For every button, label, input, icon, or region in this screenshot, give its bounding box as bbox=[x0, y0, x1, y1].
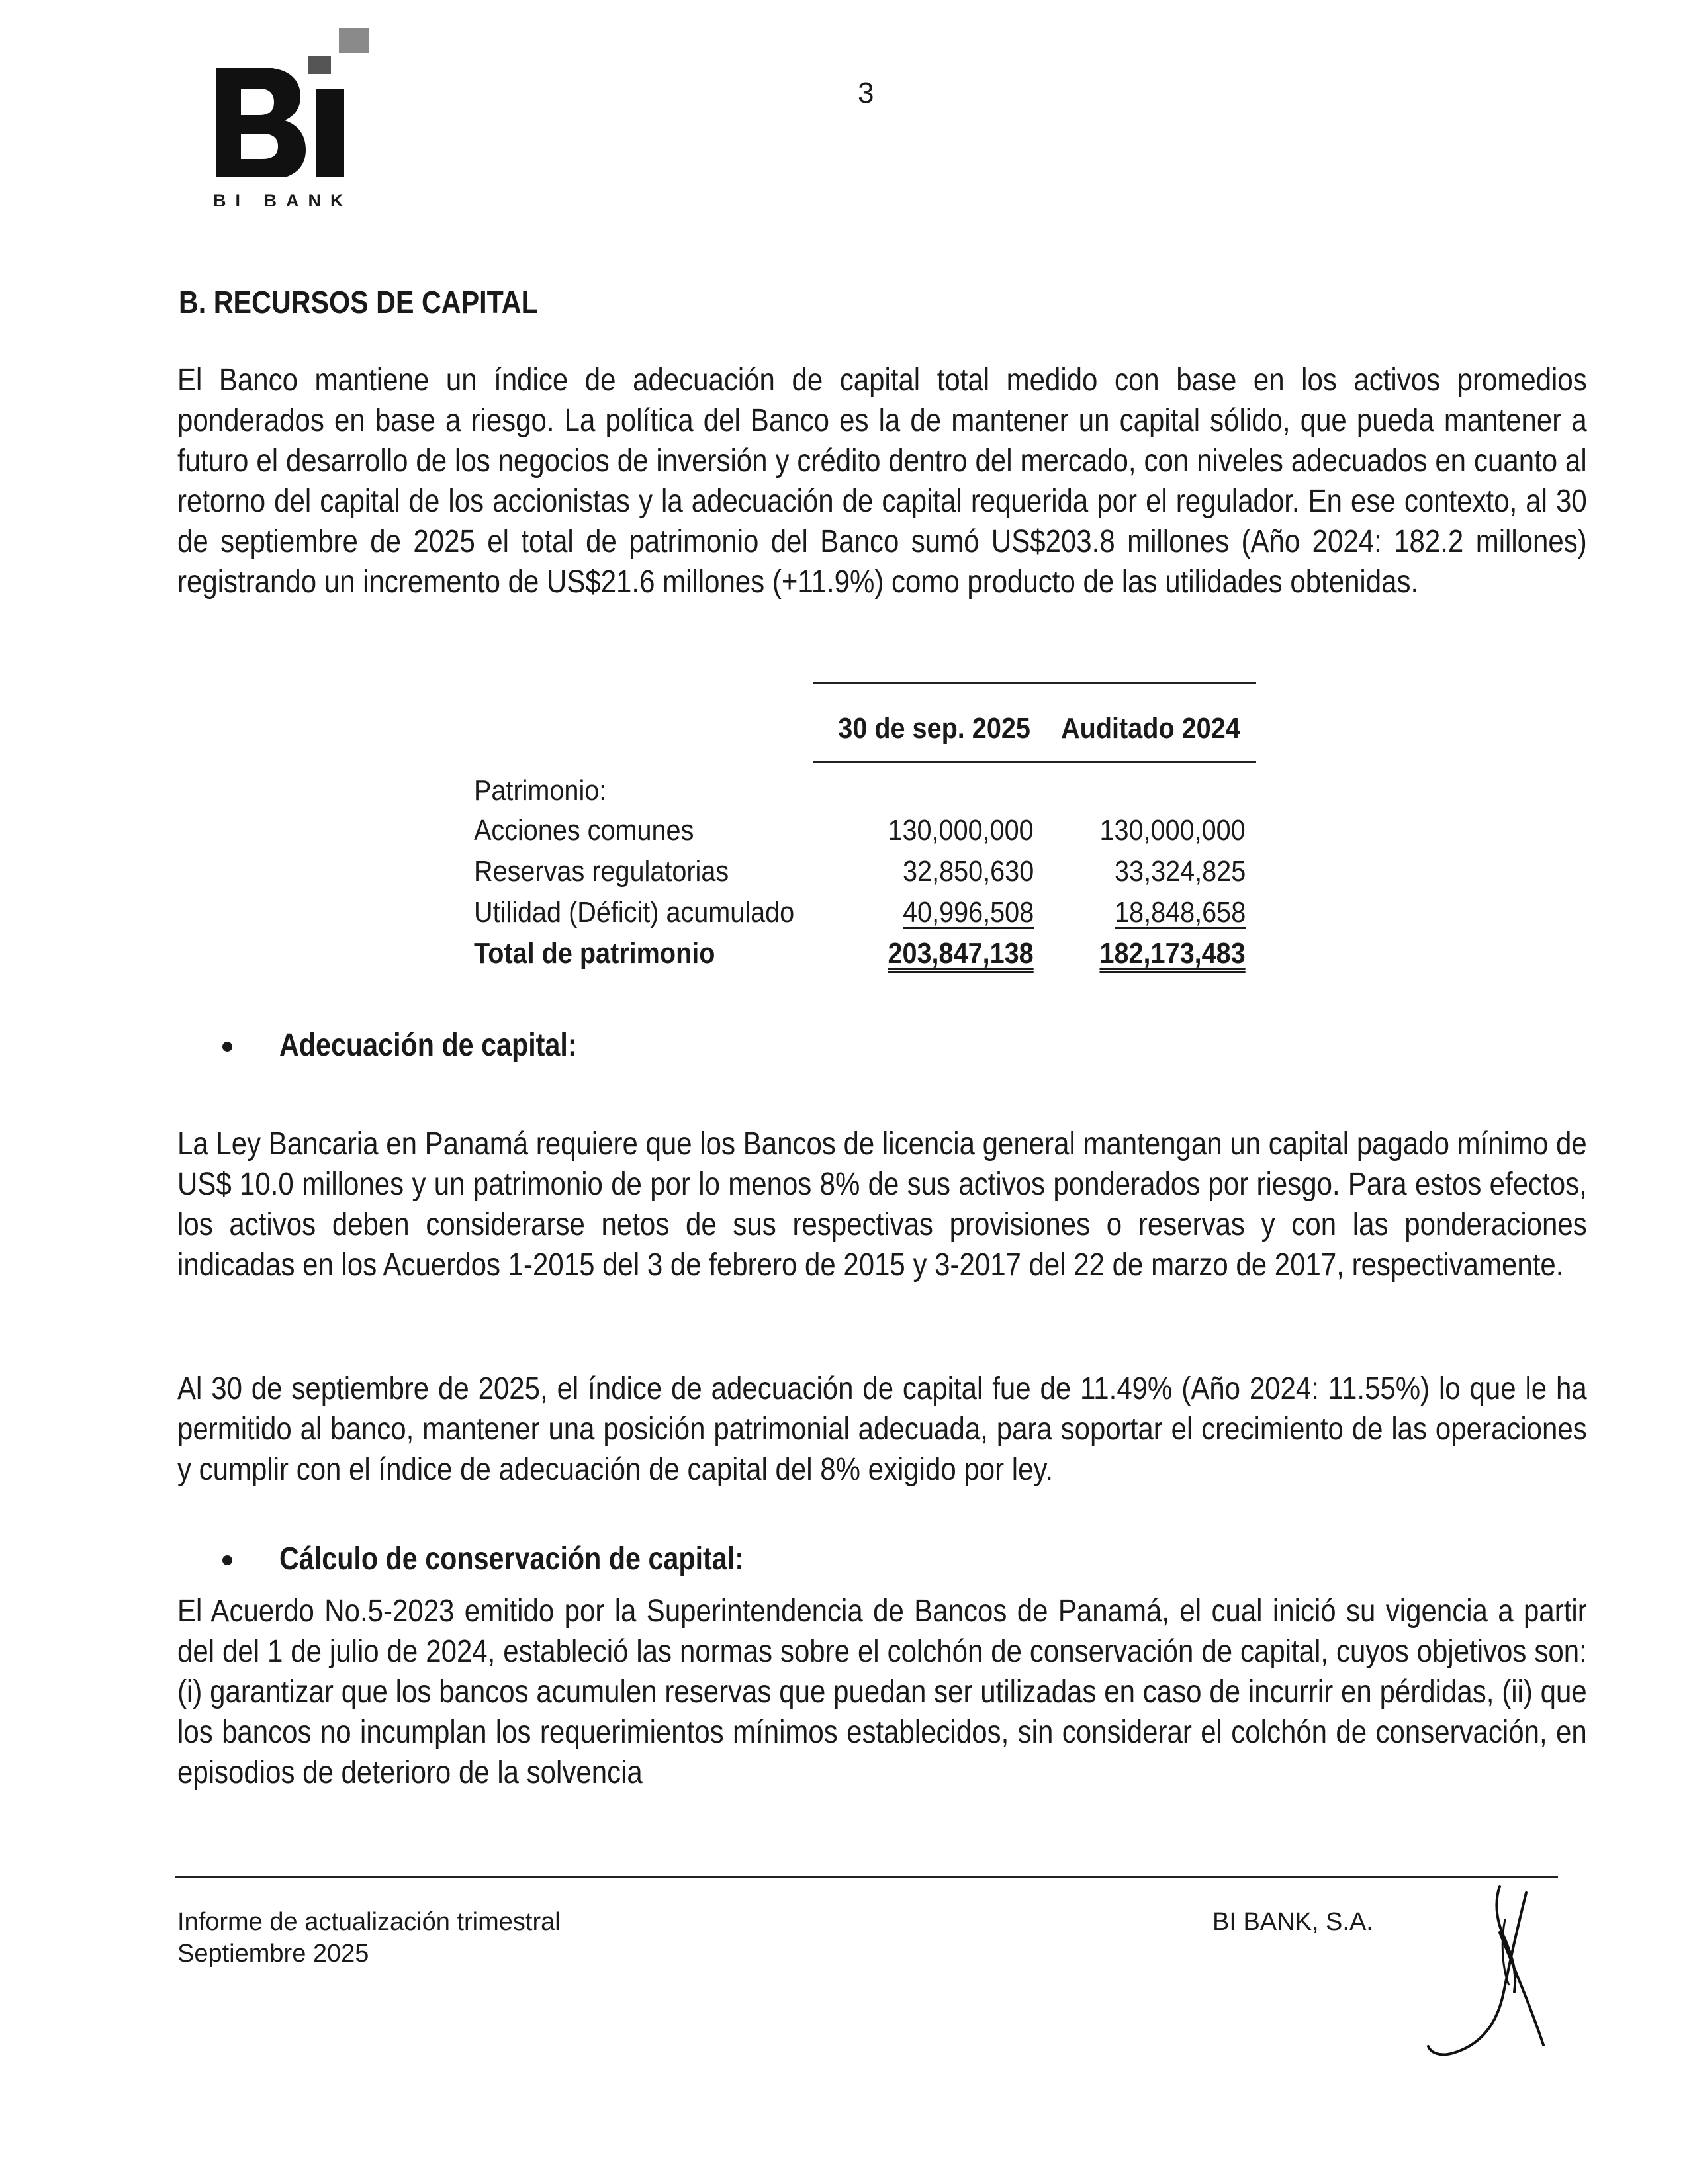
table-row-label: Reservas regulatorias bbox=[474, 855, 729, 887]
table-section-label: Patrimonio: bbox=[474, 774, 607, 807]
logo-caption: BI BANK bbox=[213, 191, 353, 210]
table-top-rule bbox=[813, 682, 1256, 684]
heading-text: Cálculo de conservación de capital: bbox=[279, 1541, 744, 1576]
table-cell-2025: 40,996,508 bbox=[902, 896, 1034, 929]
bullet-icon bbox=[222, 1042, 232, 1052]
adequacy-paragraph-2: Al 30 de septiembre de 2025, el índice de adecuación de capital fue de 11.49% (Año 2024: 11.55%) lo que le ha permitido al banco, mantener una posición patrimonial adecuada, para soportar el crecimiento de las operaciones y cumplir con el índice de adecuación de capital del 8% exigido por ley. bbox=[177, 1371, 1587, 1487]
bi-bank-logo bbox=[209, 25, 381, 177]
footer-period: Septiembre 2025 bbox=[177, 1940, 369, 1968]
heading-text: Adecuación de capital: bbox=[279, 1028, 577, 1063]
table-total-2025: 203,847,138 bbox=[888, 937, 1034, 970]
section-title: B. RECURSOS DE CAPITAL bbox=[179, 285, 538, 320]
table-cell-2025: 130,000,000 bbox=[888, 814, 1034, 846]
column-header-2024: Auditado 2024 bbox=[1061, 712, 1240, 745]
footer-report-name: Informe de actualización trimestral bbox=[177, 1908, 561, 1936]
table-cell-2025: 32,850,630 bbox=[902, 855, 1034, 887]
column-header-2025: 30 de sep. 2025 bbox=[838, 712, 1030, 745]
table-cell-2024: 130,000,000 bbox=[1099, 814, 1246, 846]
footer-rule bbox=[175, 1876, 1558, 1878]
table-row-label: Acciones comunes bbox=[474, 814, 694, 846]
table-total-2024: 182,173,483 bbox=[1099, 937, 1246, 970]
intro-paragraph: El Banco mantiene un índice de adecuación de capital total medido con base en los activos promedios ponderados en base a riesgo. La política del Banco es la de mantener un capital sólido, que pueda mantener a futuro el desarrollo de los negocios de inversión y crédito dentro del mercado, con niveles adecuados en cuanto al retorno del capital de los accionistas y la adecuación de capital requerida por el regulador. En ese contexto, al 30 de septiembre de 2025 el total de patrimonio del Banco sumó US$203.8 millones (Año 2024: 182.2 millones) registrando un incremento de US$21.6 millones (+11.9%) como producto de las utilidades obtenidas. bbox=[177, 363, 1587, 600]
page-number: 3 bbox=[858, 77, 874, 109]
table-header-rule bbox=[813, 761, 1256, 763]
footer-company: BI BANK, S.A. bbox=[1212, 1908, 1373, 1936]
table-row-label: Utilidad (Déficit) acumulado bbox=[474, 896, 795, 929]
conservation-paragraph: El Acuerdo No.5-2023 emitido por la Superintendencia de Bancos de Panamá, el cual inició su vigencia a partir del del 1 de julio de 2024, estableció las normas sobre el colchón de conservación de capital, cuyos objetivos son: (i) garantizar que los bancos acumulen reservas que puedan ser utilizadas en caso de incurrir en pérdidas, (ii) que los bancos no incumplan los requerimientos mínimos establecidos, sin considerar el colchón de conservación, en episodios de deterioro de la solvencia bbox=[177, 1594, 1587, 1790]
bullet-icon bbox=[222, 1555, 232, 1565]
table-total-label: Total de patrimonio bbox=[474, 937, 715, 970]
table-cell-2024: 33,324,825 bbox=[1114, 855, 1246, 887]
handwritten-signature bbox=[1400, 1880, 1559, 2091]
adequacy-paragraph-1: La Ley Bancaria en Panamá requiere que los Bancos de licencia general mantengan un capital pagado mínimo de US$ 10.0 millones y un patrimonio de por lo menos 8% de sus activos ponderados por riesgo. Para estos efectos, los activos deben considerarse netos de sus respectivas provisiones o reservas y con las ponderaciones indicadas en los Acuerdos 1-2015 del 3 de febrero de 2015 y 3-2017 del 22 de marzo de 2017, respectivamente. bbox=[177, 1126, 1587, 1283]
table-cell-2024: 18,848,658 bbox=[1114, 896, 1246, 929]
